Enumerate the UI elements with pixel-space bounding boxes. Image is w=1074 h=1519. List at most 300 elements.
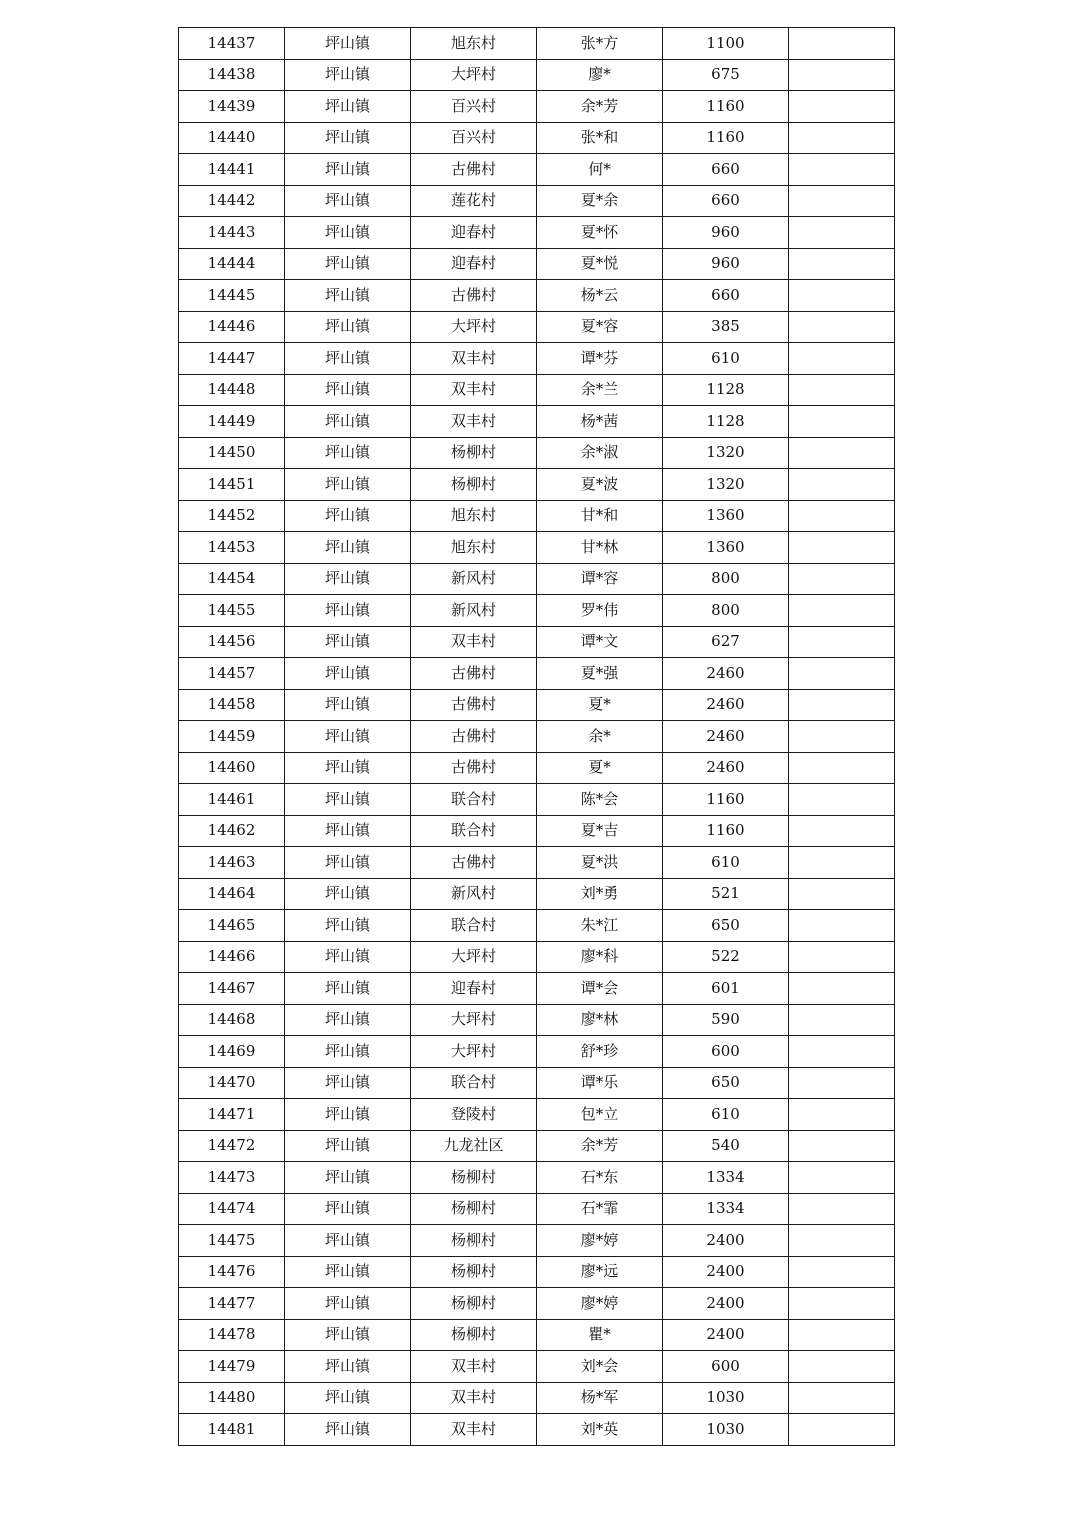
amount-cell: 2460: [663, 752, 789, 784]
table-row: [179, 280, 895, 312]
record-number-cell: 14457: [179, 658, 285, 690]
town-cell: 坪山镇: [285, 532, 411, 564]
note-cell: [789, 563, 895, 595]
table-row: [179, 752, 895, 784]
amount-cell: 522: [663, 941, 789, 973]
table-row: [179, 28, 895, 60]
name-cell: 杨*茜: [537, 406, 663, 438]
name-cell: 夏*吉: [537, 815, 663, 847]
note-cell: [789, 532, 895, 564]
table-row: [179, 1319, 895, 1351]
note-cell: [789, 910, 895, 942]
village-cell: 莲花村: [411, 185, 537, 217]
village-cell: 古佛村: [411, 721, 537, 753]
record-number-cell: 14473: [179, 1162, 285, 1194]
note-cell: [789, 626, 895, 658]
table-row: [179, 784, 895, 816]
record-number-cell: 14458: [179, 689, 285, 721]
town-cell: 坪山镇: [285, 1288, 411, 1320]
table-row: [179, 185, 895, 217]
name-cell: 夏*余: [537, 185, 663, 217]
town-cell: 坪山镇: [285, 595, 411, 627]
village-cell: 古佛村: [411, 658, 537, 690]
amount-cell: 1160: [663, 122, 789, 154]
record-number-cell: 14471: [179, 1099, 285, 1131]
records-table-body: [179, 28, 895, 1446]
town-cell: 坪山镇: [285, 343, 411, 375]
record-number-cell: 14462: [179, 815, 285, 847]
town-cell: 坪山镇: [285, 1414, 411, 1446]
town-cell: 坪山镇: [285, 910, 411, 942]
village-cell: 双丰村: [411, 1382, 537, 1414]
amount-cell: 2400: [663, 1319, 789, 1351]
record-number-cell: 14463: [179, 847, 285, 879]
amount-cell: 2460: [663, 721, 789, 753]
amount-cell: 600: [663, 1036, 789, 1068]
town-cell: 坪山镇: [285, 752, 411, 784]
town-cell: 坪山镇: [285, 154, 411, 186]
name-cell: 谭*文: [537, 626, 663, 658]
amount-cell: 2460: [663, 689, 789, 721]
record-number-cell: 14472: [179, 1130, 285, 1162]
name-cell: 杨*云: [537, 280, 663, 312]
table-row: [179, 500, 895, 532]
record-number-cell: 14479: [179, 1351, 285, 1383]
village-cell: 双丰村: [411, 374, 537, 406]
amount-cell: 2400: [663, 1288, 789, 1320]
note-cell: [789, 1414, 895, 1446]
name-cell: 廖*科: [537, 941, 663, 973]
note-cell: [789, 311, 895, 343]
record-number-cell: 14446: [179, 311, 285, 343]
note-cell: [789, 28, 895, 60]
table-row: [179, 1225, 895, 1257]
name-cell: 谭*乐: [537, 1067, 663, 1099]
town-cell: 坪山镇: [285, 217, 411, 249]
town-cell: 坪山镇: [285, 1225, 411, 1257]
amount-cell: 650: [663, 910, 789, 942]
amount-cell: 800: [663, 563, 789, 595]
village-cell: 迎春村: [411, 248, 537, 280]
town-cell: 坪山镇: [285, 689, 411, 721]
record-number-cell: 14448: [179, 374, 285, 406]
note-cell: [789, 1351, 895, 1383]
town-cell: 坪山镇: [285, 815, 411, 847]
village-cell: 古佛村: [411, 689, 537, 721]
town-cell: 坪山镇: [285, 626, 411, 658]
note-cell: [789, 280, 895, 312]
note-cell: [789, 185, 895, 217]
table-row: [179, 217, 895, 249]
records-table: [178, 27, 895, 1446]
record-number-cell: 14475: [179, 1225, 285, 1257]
table-row: [179, 122, 895, 154]
record-number-cell: 14464: [179, 878, 285, 910]
record-number-cell: 14461: [179, 784, 285, 816]
town-cell: 坪山镇: [285, 941, 411, 973]
village-cell: 联合村: [411, 910, 537, 942]
record-number-cell: 14453: [179, 532, 285, 564]
name-cell: 廖*林: [537, 1004, 663, 1036]
village-cell: 杨柳村: [411, 1256, 537, 1288]
name-cell: 杨*军: [537, 1382, 663, 1414]
name-cell: 刘*会: [537, 1351, 663, 1383]
note-cell: [789, 752, 895, 784]
village-cell: 旭东村: [411, 28, 537, 60]
note-cell: [789, 91, 895, 123]
town-cell: 坪山镇: [285, 1193, 411, 1225]
record-number-cell: 14447: [179, 343, 285, 375]
table-row: [179, 689, 895, 721]
town-cell: 坪山镇: [285, 847, 411, 879]
record-number-cell: 14455: [179, 595, 285, 627]
village-cell: 旭东村: [411, 500, 537, 532]
table-row: [179, 248, 895, 280]
village-cell: 双丰村: [411, 1351, 537, 1383]
note-cell: [789, 595, 895, 627]
town-cell: 坪山镇: [285, 122, 411, 154]
record-number-cell: 14440: [179, 122, 285, 154]
record-number-cell: 14454: [179, 563, 285, 595]
amount-cell: 540: [663, 1130, 789, 1162]
amount-cell: 610: [663, 1099, 789, 1131]
town-cell: 坪山镇: [285, 469, 411, 501]
name-cell: 余*兰: [537, 374, 663, 406]
table-row: [179, 1256, 895, 1288]
note-cell: [789, 1193, 895, 1225]
town-cell: 坪山镇: [285, 1099, 411, 1131]
name-cell: 刘*英: [537, 1414, 663, 1446]
town-cell: 坪山镇: [285, 437, 411, 469]
table-row: [179, 1382, 895, 1414]
note-cell: [789, 1099, 895, 1131]
table-row: [179, 311, 895, 343]
record-number-cell: 14468: [179, 1004, 285, 1036]
name-cell: 夏*容: [537, 311, 663, 343]
name-cell: 廖*远: [537, 1256, 663, 1288]
record-number-cell: 14467: [179, 973, 285, 1005]
village-cell: 九龙社区: [411, 1130, 537, 1162]
note-cell: [789, 973, 895, 1005]
village-cell: 双丰村: [411, 626, 537, 658]
table-row: [179, 532, 895, 564]
note-cell: [789, 406, 895, 438]
note-cell: [789, 815, 895, 847]
town-cell: 坪山镇: [285, 784, 411, 816]
village-cell: 杨柳村: [411, 1225, 537, 1257]
village-cell: 双丰村: [411, 1414, 537, 1446]
table-row: [179, 973, 895, 1005]
village-cell: 新风村: [411, 563, 537, 595]
table-row: [179, 1099, 895, 1131]
name-cell: 廖*婷: [537, 1225, 663, 1257]
table-row: [179, 1004, 895, 1036]
village-cell: 双丰村: [411, 343, 537, 375]
note-cell: [789, 1382, 895, 1414]
table-row: [179, 343, 895, 375]
amount-cell: 1334: [663, 1162, 789, 1194]
amount-cell: 660: [663, 185, 789, 217]
record-number-cell: 14451: [179, 469, 285, 501]
name-cell: 张*方: [537, 28, 663, 60]
record-number-cell: 14481: [179, 1414, 285, 1446]
amount-cell: 1128: [663, 374, 789, 406]
amount-cell: 610: [663, 847, 789, 879]
name-cell: 石*霏: [537, 1193, 663, 1225]
record-number-cell: 14470: [179, 1067, 285, 1099]
record-number-cell: 14445: [179, 280, 285, 312]
record-number-cell: 14469: [179, 1036, 285, 1068]
name-cell: 石*东: [537, 1162, 663, 1194]
town-cell: 坪山镇: [285, 406, 411, 438]
village-cell: 杨柳村: [411, 1319, 537, 1351]
note-cell: [789, 122, 895, 154]
note-cell: [789, 1130, 895, 1162]
note-cell: [789, 154, 895, 186]
record-number-cell: 14437: [179, 28, 285, 60]
record-number-cell: 14439: [179, 91, 285, 123]
table-row: [179, 374, 895, 406]
village-cell: 迎春村: [411, 973, 537, 1005]
village-cell: 大坪村: [411, 311, 537, 343]
table-row: [179, 91, 895, 123]
name-cell: 夏*洪: [537, 847, 663, 879]
amount-cell: 1160: [663, 91, 789, 123]
table-row: [179, 721, 895, 753]
village-cell: 大坪村: [411, 1004, 537, 1036]
note-cell: [789, 469, 895, 501]
record-number-cell: 14474: [179, 1193, 285, 1225]
village-cell: 双丰村: [411, 406, 537, 438]
note-cell: [789, 941, 895, 973]
note-cell: [789, 721, 895, 753]
table-row: [179, 941, 895, 973]
note-cell: [789, 1162, 895, 1194]
name-cell: 夏*怀: [537, 217, 663, 249]
note-cell: [789, 500, 895, 532]
amount-cell: 1160: [663, 784, 789, 816]
record-number-cell: 14438: [179, 59, 285, 91]
town-cell: 坪山镇: [285, 1036, 411, 1068]
record-number-cell: 14459: [179, 721, 285, 753]
name-cell: 何*: [537, 154, 663, 186]
amount-cell: 385: [663, 311, 789, 343]
village-cell: 杨柳村: [411, 1162, 537, 1194]
village-cell: 联合村: [411, 815, 537, 847]
name-cell: 张*和: [537, 122, 663, 154]
record-number-cell: 14466: [179, 941, 285, 973]
note-cell: [789, 1319, 895, 1351]
amount-cell: 1320: [663, 469, 789, 501]
record-number-cell: 14465: [179, 910, 285, 942]
town-cell: 坪山镇: [285, 1004, 411, 1036]
town-cell: 坪山镇: [285, 1351, 411, 1383]
table-row: [179, 1130, 895, 1162]
record-number-cell: 14456: [179, 626, 285, 658]
town-cell: 坪山镇: [285, 1382, 411, 1414]
amount-cell: 1030: [663, 1414, 789, 1446]
town-cell: 坪山镇: [285, 1162, 411, 1194]
note-cell: [789, 1288, 895, 1320]
village-cell: 大坪村: [411, 1036, 537, 1068]
village-cell: 联合村: [411, 1067, 537, 1099]
town-cell: 坪山镇: [285, 28, 411, 60]
table-row: [179, 437, 895, 469]
note-cell: [789, 59, 895, 91]
record-number-cell: 14441: [179, 154, 285, 186]
town-cell: 坪山镇: [285, 1319, 411, 1351]
name-cell: 甘*林: [537, 532, 663, 564]
amount-cell: 660: [663, 154, 789, 186]
record-number-cell: 14480: [179, 1382, 285, 1414]
table-row: [179, 910, 895, 942]
table-row: [179, 658, 895, 690]
note-cell: [789, 248, 895, 280]
table-row: [179, 1036, 895, 1068]
town-cell: 坪山镇: [285, 1130, 411, 1162]
amount-cell: 960: [663, 248, 789, 280]
amount-cell: 1160: [663, 815, 789, 847]
table-row: [179, 1067, 895, 1099]
name-cell: 舒*珍: [537, 1036, 663, 1068]
village-cell: 百兴村: [411, 122, 537, 154]
amount-cell: 650: [663, 1067, 789, 1099]
note-cell: [789, 217, 895, 249]
village-cell: 新风村: [411, 595, 537, 627]
village-cell: 杨柳村: [411, 469, 537, 501]
name-cell: 余*淑: [537, 437, 663, 469]
amount-cell: 1360: [663, 532, 789, 564]
amount-cell: 601: [663, 973, 789, 1005]
name-cell: 余*芳: [537, 1130, 663, 1162]
amount-cell: 675: [663, 59, 789, 91]
amount-cell: 2400: [663, 1225, 789, 1257]
amount-cell: 1128: [663, 406, 789, 438]
note-cell: [789, 343, 895, 375]
town-cell: 坪山镇: [285, 374, 411, 406]
amount-cell: 600: [663, 1351, 789, 1383]
town-cell: 坪山镇: [285, 185, 411, 217]
amount-cell: 960: [663, 217, 789, 249]
amount-cell: 590: [663, 1004, 789, 1036]
record-number-cell: 14476: [179, 1256, 285, 1288]
record-number-cell: 14450: [179, 437, 285, 469]
town-cell: 坪山镇: [285, 280, 411, 312]
name-cell: 夏*波: [537, 469, 663, 501]
village-cell: 登陵村: [411, 1099, 537, 1131]
note-cell: [789, 437, 895, 469]
name-cell: 瞿*: [537, 1319, 663, 1351]
village-cell: 大坪村: [411, 941, 537, 973]
name-cell: 刘*勇: [537, 878, 663, 910]
note-cell: [789, 658, 895, 690]
town-cell: 坪山镇: [285, 248, 411, 280]
note-cell: [789, 1004, 895, 1036]
amount-cell: 1030: [663, 1382, 789, 1414]
village-cell: 古佛村: [411, 752, 537, 784]
town-cell: 坪山镇: [285, 721, 411, 753]
town-cell: 坪山镇: [285, 500, 411, 532]
name-cell: 谭*会: [537, 973, 663, 1005]
table-row: [179, 154, 895, 186]
amount-cell: 1360: [663, 500, 789, 532]
name-cell: 夏*: [537, 689, 663, 721]
village-cell: 百兴村: [411, 91, 537, 123]
table-row: [179, 469, 895, 501]
record-number-cell: 14477: [179, 1288, 285, 1320]
town-cell: 坪山镇: [285, 91, 411, 123]
name-cell: 罗*伟: [537, 595, 663, 627]
record-number-cell: 14444: [179, 248, 285, 280]
table-row: [179, 626, 895, 658]
name-cell: 陈*会: [537, 784, 663, 816]
record-number-cell: 14478: [179, 1319, 285, 1351]
village-cell: 杨柳村: [411, 1193, 537, 1225]
note-cell: [789, 374, 895, 406]
village-cell: 杨柳村: [411, 437, 537, 469]
note-cell: [789, 689, 895, 721]
name-cell: 廖*婷: [537, 1288, 663, 1320]
name-cell: 夏*强: [537, 658, 663, 690]
record-number-cell: 14452: [179, 500, 285, 532]
amount-cell: 627: [663, 626, 789, 658]
note-cell: [789, 1256, 895, 1288]
table-row: [179, 1193, 895, 1225]
record-number-cell: 14460: [179, 752, 285, 784]
note-cell: [789, 847, 895, 879]
table-row: [179, 59, 895, 91]
town-cell: 坪山镇: [285, 563, 411, 595]
table-row: [179, 815, 895, 847]
town-cell: 坪山镇: [285, 59, 411, 91]
village-cell: 古佛村: [411, 847, 537, 879]
amount-cell: 1100: [663, 28, 789, 60]
note-cell: [789, 1067, 895, 1099]
name-cell: 廖*: [537, 59, 663, 91]
amount-cell: 660: [663, 280, 789, 312]
village-cell: 旭东村: [411, 532, 537, 564]
name-cell: 余*: [537, 721, 663, 753]
amount-cell: 521: [663, 878, 789, 910]
village-cell: 大坪村: [411, 59, 537, 91]
village-cell: 联合村: [411, 784, 537, 816]
town-cell: 坪山镇: [285, 1256, 411, 1288]
table-row: [179, 406, 895, 438]
note-cell: [789, 784, 895, 816]
name-cell: 甘*和: [537, 500, 663, 532]
town-cell: 坪山镇: [285, 973, 411, 1005]
name-cell: 谭*容: [537, 563, 663, 595]
amount-cell: 1320: [663, 437, 789, 469]
table-row: [179, 1351, 895, 1383]
table-row: [179, 878, 895, 910]
village-cell: 古佛村: [411, 280, 537, 312]
table-row: [179, 1162, 895, 1194]
name-cell: 朱*江: [537, 910, 663, 942]
town-cell: 坪山镇: [285, 311, 411, 343]
village-cell: 杨柳村: [411, 1288, 537, 1320]
record-number-cell: 14449: [179, 406, 285, 438]
village-cell: 新风村: [411, 878, 537, 910]
town-cell: 坪山镇: [285, 658, 411, 690]
amount-cell: 800: [663, 595, 789, 627]
note-cell: [789, 878, 895, 910]
table-row: [179, 1414, 895, 1446]
village-cell: 古佛村: [411, 154, 537, 186]
amount-cell: 610: [663, 343, 789, 375]
town-cell: 坪山镇: [285, 878, 411, 910]
amount-cell: 2460: [663, 658, 789, 690]
